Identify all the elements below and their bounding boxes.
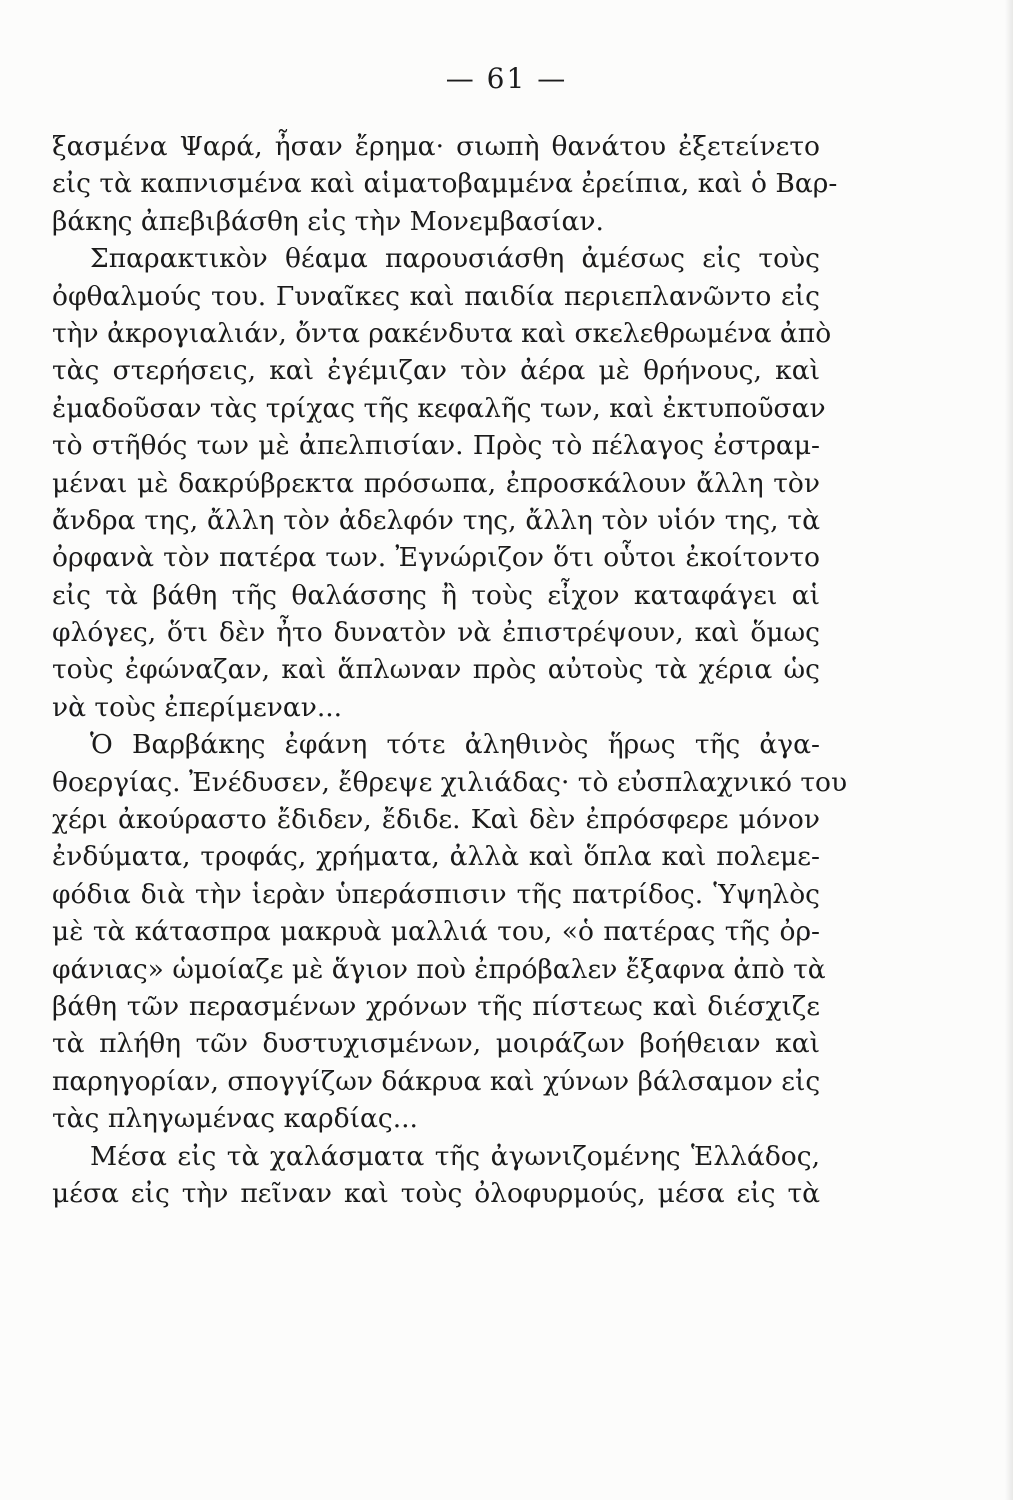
- text-line: ὀφθαλμούς του. Γυναῖκες καὶ παιδία περιεπλανῶντο εἰς: [52, 280, 820, 312]
- text-line: ὀρφανὰ τὸν πατέρα των. Ἐγνώριζον ὅτι οὗτοι ἐκοίτοντο: [52, 542, 820, 574]
- text-line: νὰ τοὺς ἐπερίμεναν...: [52, 691, 343, 723]
- text-line: τὰς στερήσεις, καὶ ἐγέμιζαν τὸν ἀέρα μὲ θρήνους, καὶ: [52, 355, 820, 387]
- text-line: παρηγορίαν, σπογγίζων δάκρυα καὶ χύνων βάλσαμον εἰς: [52, 1065, 821, 1097]
- text-line: ἐνδύματα, τροφάς, χρήματα, ἀλλὰ καὶ ὅπλα καὶ πολεμε-: [52, 841, 820, 873]
- text-line: εἰς τὰ βάθη τῆς θαλάσσης ἢ τοὺς εἶχον καταφάγει αἱ: [52, 579, 820, 611]
- text-line: θοεργίας. Ἐνέδυσεν, ἔθρεψε χιλιάδας· τὸ εὐσπλαχνικό του: [52, 766, 848, 798]
- text-line: φάνιας» ὡμοίαζε μὲ ἅγιον ποὺ ἐπρόβαλεν ἔξαφνα ἀπὸ τὰ: [52, 953, 826, 985]
- text-line: χέρι ἀκούραστο ἔδιδεν, ἔδιδε. Καὶ δὲν ἐπρόσφερε μόνον: [52, 804, 820, 836]
- text-line: τὰς πληγωμένας καρδίας...: [52, 1103, 418, 1135]
- text-line: τὰ πλήθη τῶν δυστυχισμένων, μοιράζων βοήθειαν καὶ: [52, 1028, 820, 1060]
- text-line: μὲ τὰ κάτασπρα μακρυὰ μαλλιά του, «ὁ πατέρας τῆς ὀρ-: [52, 916, 820, 948]
- text-line: βάκης ἀπεβιβάσθη εἰς τὴν Μονεμβασίαν.: [52, 205, 604, 237]
- text-line: μέναι μὲ δακρύβρεκτα πρόσωπα, ἐπροσκάλουν ἄλλη τὸν: [52, 467, 820, 499]
- page-number: — 61 —: [445, 62, 568, 95]
- text-line: τὴν ἀκρογιαλιάν, ὄντα ρακένδυτα καὶ σκελεθρωμένα ἀπὸ: [52, 317, 832, 349]
- text-line: Σπαρακτικὸν θέαμα παρουσιάσθη ἀμέσως εἰς τοὺς: [90, 243, 820, 275]
- text-line: Μέσα εἰς τὰ χαλάσματα τῆς ἀγωνιζομένης Ἑλλάδος,: [90, 1140, 820, 1172]
- text-line: φόδια διὰ τὴν ἱερὰν ὑπεράσπισιν τῆς πατρίδος. Ὑψηλὸς: [52, 878, 820, 910]
- text-line: εἰς τὰ καπνισμένα καὶ αἱματοβαμμένα ἐρείπια, καὶ ὁ Βαρ-: [52, 168, 838, 200]
- text-line: βάθη τῶν περασμένων χρόνων τῆς πίστεως καὶ διέσχιζε: [52, 990, 820, 1022]
- text-line: ἄνδρα της, ἄλλη τὸν ἀδελφόν της, ἄλλη τὸν υἱόν της, τὰ: [52, 504, 820, 536]
- body-text: [52, 128, 848, 1212]
- text-line: Ὁ Βαρβάκης ἐφάνη τότε ἀληθινὸς ἥρως τῆς ἀγα-: [90, 729, 820, 761]
- text-line: τοὺς ἐφώναζαν, καὶ ἅπλωναν πρὸς αὐτοὺς τὰ χέρια ὡς: [52, 654, 820, 686]
- text-line: μέσα εἰς τὴν πεῖναν καὶ τοὺς ὀλοφυρμούς, μέσα εἰς τὰ: [52, 1177, 820, 1209]
- text-line: ξασμένα Ψαρά, ἦσαν ἔρημα· σιωπὴ θανάτου ἐξετείνετο: [52, 131, 820, 162]
- page-edge-shadow: [1005, 0, 1013, 1500]
- text-line: ἐμαδοῦσαν τὰς τρίχας τῆς κεφαλῆς των, καὶ ἐκτυποῦσαν: [52, 392, 826, 424]
- text-line: φλόγες, ὅτι δὲν ἦτο δυνατὸν νὰ ἐπιστρέψουν, καὶ ὅμως: [52, 617, 820, 649]
- text-line: τὸ στῆθός των μὲ ἀπελπισίαν. Πρὸς τὸ πέλαγος ἐστραμ-: [52, 430, 820, 462]
